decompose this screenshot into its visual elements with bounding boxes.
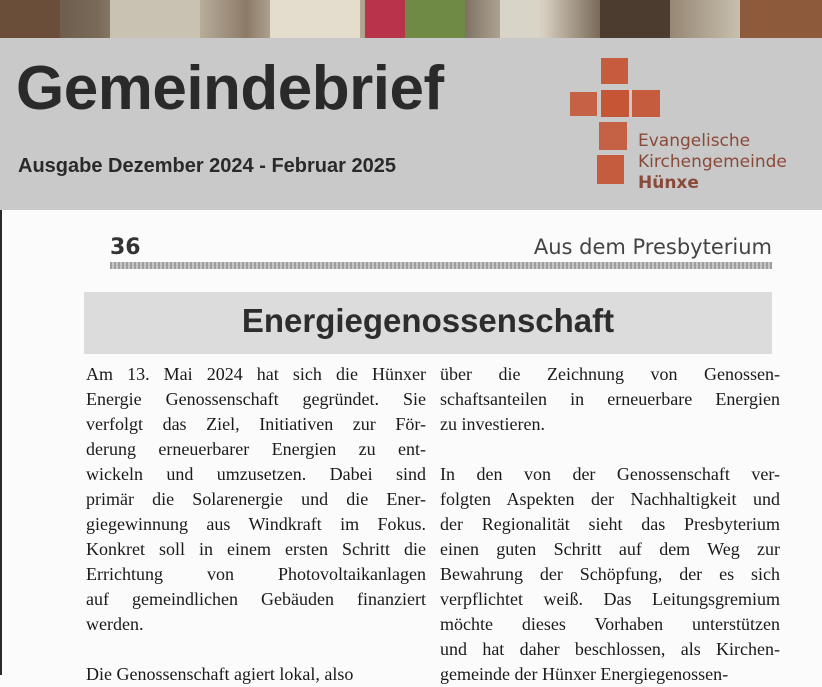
- issue-dates: Ausgabe Dezember 2024 - Februar 2025: [18, 155, 396, 177]
- text-line: schaftsanteilen in erneuerbare Energien: [440, 389, 780, 409]
- paragraph-gap: [86, 637, 426, 662]
- article-column-right: [440, 362, 780, 687]
- page-number: 36: [110, 235, 141, 260]
- paragraph-gap: [440, 437, 780, 462]
- text-line: möchte dieses Vorhaben unterstützen: [440, 614, 780, 634]
- logo-line-1: Evangelische: [638, 131, 751, 151]
- text-line: Bewahrung der Schöpfung, der es sich: [440, 564, 780, 584]
- text-line: gemeinde der Hünxer Energiegenossen-: [440, 664, 729, 684]
- article-column-left: [86, 362, 426, 687]
- newsletter-title: Gemeindebrief: [16, 54, 444, 123]
- church-logo-text: [638, 131, 787, 194]
- text-line: der Regionalität sieht das Presbyterium: [440, 514, 780, 534]
- text-line: Konkret soll in einem ersten Schritt die: [86, 539, 426, 559]
- text-line: Errichtung von Photovoltaikanlagen: [86, 564, 426, 584]
- text-line: Energie Genossenschaft gegründet. Sie: [86, 389, 426, 409]
- text-line: primär die Solarenergie und die Ener-: [86, 489, 426, 509]
- article-title: Energiegenossenschaft: [241, 302, 615, 339]
- text-line: einen guten Schritt auf dem Weg zur: [440, 539, 780, 559]
- text-line: über die Zeichnung von Genossen-: [440, 364, 780, 384]
- text-line: Die Genossenschaft agiert lokal, also: [86, 664, 354, 684]
- text-line: zu investieren.: [440, 414, 545, 434]
- text-line: giegewinnung aus Windkraft im Fokus.: [86, 514, 426, 534]
- text-line: Am 13. Mai 2024 hat sich die Hünxer: [86, 364, 426, 384]
- text-line: und hat daher beschlossen, als Kirchen-: [440, 639, 780, 659]
- text-line: auf gemeindlichen Gebäuden finanziert: [86, 589, 426, 609]
- text-line: verfolgt das Ziel, Initiativen zur För-: [86, 414, 426, 434]
- text-line: verpflichtet weiß. Das Leitungsgremium: [440, 589, 780, 609]
- text-line: folgten Aspekten der Nachhaltigkeit und: [440, 489, 780, 509]
- logo-line-2: Kirchengemeinde: [638, 152, 787, 172]
- text-line: werden.: [86, 614, 144, 634]
- logo-line-3: Hünxe: [638, 173, 699, 193]
- section-divider: [110, 262, 772, 269]
- text-line: wickeln und umzusetzen. Dabei sind: [86, 464, 426, 484]
- text-line: In den von der Genossenschaft ver-: [440, 464, 780, 484]
- section-title: Aus dem Presbyterium: [533, 235, 772, 259]
- text-line: derung erneuerbarer Energien zu ent-: [86, 439, 426, 459]
- header-photo-strip: [0, 0, 822, 38]
